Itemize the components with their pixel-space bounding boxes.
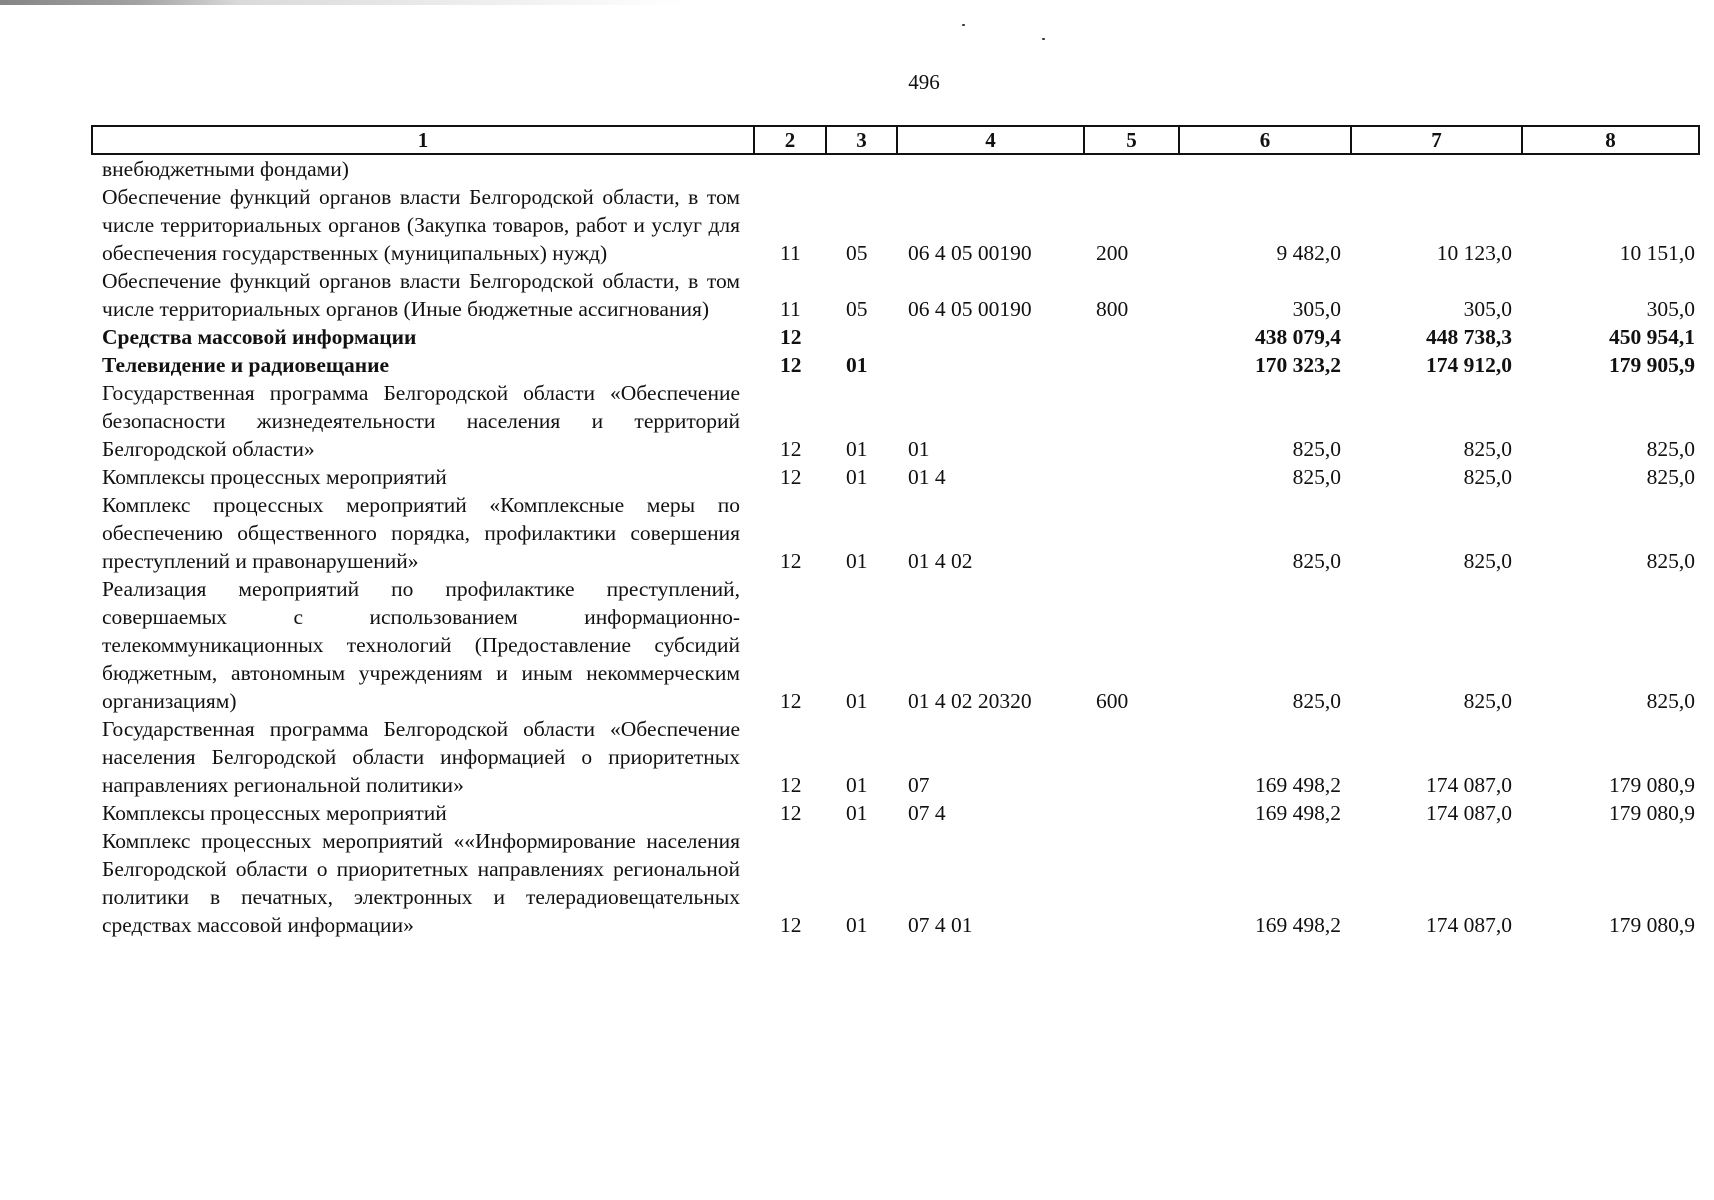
amount-col6-cell: 825,0 [1292, 465, 1341, 489]
amount-col6-cell: 169 498,2 [1255, 913, 1341, 937]
target-article-cell: 01 4 02 [908, 549, 973, 573]
amount-col6-cell: 170 323,2 [1255, 353, 1341, 377]
budget-table [91, 125, 1700, 939]
amount-col7-cell: 174 087,0 [1426, 801, 1512, 825]
subsection-code-cell: 01 [846, 773, 868, 797]
target-article-cell [897, 154, 1084, 183]
amount-col7-cell: 305,0 [1463, 297, 1512, 321]
table-row [92, 154, 1699, 183]
row-name-cell: Государственная программа Белгородской области «Обеспечение безопасности жизнедеятельности населения и территорий Белгородской области» [102, 381, 740, 461]
amount-col6-cell: 9 482,0 [1276, 241, 1341, 265]
amount-col8-cell [1522, 154, 1699, 183]
amount-col8-cell: 179 080,9 [1609, 773, 1695, 797]
expense-type-cell [1084, 323, 1179, 351]
scan-speck [1042, 38, 1045, 40]
expense-type-cell [1084, 715, 1179, 799]
expense-type-cell [1084, 351, 1179, 379]
amount-col7-cell: 448 738,3 [1426, 325, 1512, 349]
amount-col6-cell: 169 498,2 [1255, 801, 1341, 825]
scan-speck [962, 24, 965, 26]
amount-col6-cell: 825,0 [1292, 689, 1341, 713]
amount-col7-cell: 174 912,0 [1426, 353, 1512, 377]
target-article-cell: 01 4 [908, 465, 946, 489]
row-name-cell: Комплексы процессных мероприятий [102, 801, 447, 825]
table-row [92, 183, 1699, 267]
scan-top-edge [0, 0, 1714, 5]
expense-type-cell: 600 [1096, 689, 1129, 713]
expense-type-cell [1084, 379, 1179, 463]
subsection-code-cell: 01 [846, 549, 868, 573]
target-article-cell: 07 [908, 773, 930, 797]
amount-col7-cell: 825,0 [1463, 549, 1512, 573]
section-code-cell: 12 [780, 353, 802, 377]
amount-col6-cell [1179, 154, 1351, 183]
section-code-cell: 12 [780, 549, 802, 573]
target-article-cell [897, 323, 1084, 351]
row-name-cell: Обеспечение функций органов власти Белгородской области, в том числе территориальных органов (Закупка товаров, работ и услуг для обеспечения государственных (муниципальных) нужд) [102, 185, 740, 265]
target-article-cell: 07 4 01 [908, 913, 973, 937]
section-code-cell: 11 [780, 241, 801, 265]
amount-col6-cell: 438 079,4 [1255, 325, 1341, 349]
amount-col8-cell: 179 080,9 [1609, 801, 1695, 825]
table-row [92, 491, 1699, 575]
subsection-code-cell: 01 [846, 465, 868, 489]
expense-type-cell [1084, 154, 1179, 183]
column-header-7: 7 [1351, 126, 1522, 154]
header-row [92, 126, 1699, 154]
section-code-cell: 12 [780, 801, 802, 825]
amount-col8-cell: 179 905,9 [1609, 353, 1695, 377]
target-article-cell: 01 4 02 20320 [908, 689, 1032, 713]
amount-col8-cell: 179 080,9 [1609, 913, 1695, 937]
amount-col8-cell: 825,0 [1646, 689, 1695, 713]
subsection-code-cell: 01 [846, 353, 868, 377]
column-header-5: 5 [1084, 126, 1179, 154]
subsection-code-cell: 01 [846, 801, 868, 825]
section-code-cell: 12 [780, 773, 802, 797]
row-name-cell: Комплекс процессных мероприятий ««Информирование населения Белгородской области о приоритетных направлениях региональной политики в печатных, электронных и телерадиовещательных средствах массовой информации» [102, 829, 740, 937]
subsection-code-cell: 01 [846, 437, 868, 461]
table-row [92, 463, 1699, 491]
row-name-cell: Обеспечение функций органов власти Белгородской области, в том числе территориальных органов (Иные бюджетные ассигнования) [102, 269, 740, 321]
row-name-cell: Реализация мероприятий по профилактике преступлений, совершаемых с использованием информационно-телекоммуникационных технологий (Предоставление субсидий бюджетным, автономным учреждениям и иным некоммерческим организациям) [102, 577, 740, 713]
table-row [92, 799, 1699, 827]
expense-type-cell [1084, 827, 1179, 939]
row-name-cell: Телевидение и радиовещание [102, 353, 390, 377]
target-article-cell: 07 4 [908, 801, 946, 825]
target-article-cell: 06 4 05 00190 [908, 241, 1032, 265]
amount-col6-cell: 305,0 [1292, 297, 1341, 321]
target-article-cell [897, 351, 1084, 379]
amount-col7-cell: 174 087,0 [1426, 773, 1512, 797]
expense-type-cell [1084, 463, 1179, 491]
page-number: 496 [908, 70, 940, 94]
expense-type-cell [1084, 491, 1179, 575]
amount-col7-cell: 10 123,0 [1436, 241, 1512, 265]
column-header-4: 4 [897, 126, 1084, 154]
subsection-code-cell [826, 154, 897, 183]
subsection-code-cell: 01 [846, 913, 868, 937]
amount-col8-cell: 305,0 [1646, 297, 1695, 321]
amount-col6-cell: 169 498,2 [1255, 773, 1341, 797]
row-name-cell: Комплекс процессных мероприятий «Комплексные меры по обеспечению общественного порядка, профилактики совершения преступлений и правонарушений» [102, 493, 740, 573]
table-body [92, 154, 1699, 939]
table-row [92, 351, 1699, 379]
table-row [92, 323, 1699, 351]
amount-col8-cell: 450 954,1 [1609, 325, 1695, 349]
subsection-code-cell: 01 [846, 689, 868, 713]
subsection-code-cell: 05 [846, 241, 868, 265]
amount-col8-cell: 10 151,0 [1619, 241, 1695, 265]
table-row [92, 379, 1699, 463]
amount-col7-cell: 825,0 [1463, 437, 1512, 461]
amount-col7-cell [1351, 154, 1522, 183]
section-code-cell: 12 [780, 325, 802, 349]
amount-col7-cell: 825,0 [1463, 465, 1512, 489]
section-code-cell: 11 [780, 297, 801, 321]
row-name-cell: Средства массовой информации [102, 325, 417, 349]
column-header-3: 3 [826, 126, 897, 154]
row-name-cell: Государственная программа Белгородской области «Обеспечение населения Белгородской области информацией о приоритетных направлениях региональной политики» [102, 717, 740, 797]
column-header-8: 8 [1522, 126, 1699, 154]
table-header [92, 126, 1699, 154]
target-article-cell: 06 4 05 00190 [908, 297, 1032, 321]
amount-col8-cell: 825,0 [1646, 549, 1695, 573]
row-name-cell: Комплексы процессных мероприятий [102, 465, 447, 489]
amount-col7-cell: 825,0 [1463, 689, 1512, 713]
section-code-cell [754, 154, 826, 183]
expense-type-cell: 200 [1096, 241, 1129, 265]
table-row [92, 715, 1699, 799]
subsection-code-cell: 05 [846, 297, 868, 321]
table-row [92, 827, 1699, 939]
table-row [92, 575, 1699, 715]
amount-col6-cell: 825,0 [1292, 549, 1341, 573]
expense-type-cell [1084, 799, 1179, 827]
section-code-cell: 12 [780, 437, 802, 461]
target-article-cell: 01 [908, 437, 930, 461]
table-row [92, 267, 1699, 323]
amount-col8-cell: 825,0 [1646, 437, 1695, 461]
amount-col7-cell: 174 087,0 [1426, 913, 1512, 937]
row-name-cell: внебюджетными фондами) [102, 157, 349, 181]
subsection-code-cell [826, 323, 897, 351]
amount-col6-cell: 825,0 [1292, 437, 1341, 461]
amount-col8-cell: 825,0 [1646, 465, 1695, 489]
column-header-1: 1 [92, 126, 754, 154]
column-header-6: 6 [1179, 126, 1351, 154]
expense-type-cell: 800 [1096, 297, 1129, 321]
section-code-cell: 12 [780, 689, 802, 713]
column-header-2: 2 [754, 126, 826, 154]
section-code-cell: 12 [780, 913, 802, 937]
section-code-cell: 12 [780, 465, 802, 489]
